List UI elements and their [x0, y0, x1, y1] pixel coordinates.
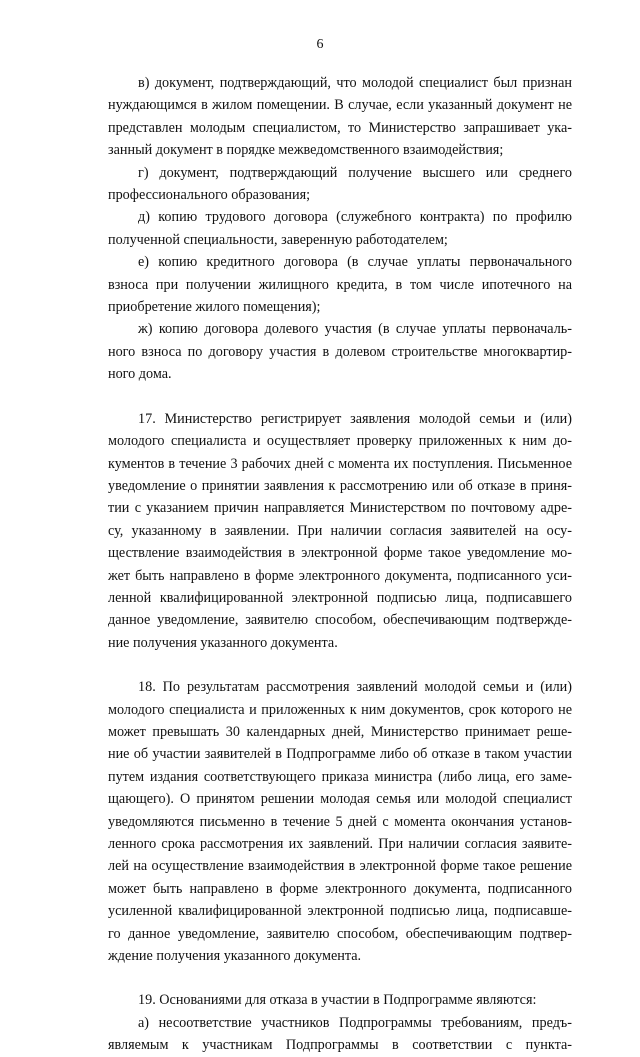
text-line: жет быть направлено в форме электронного документа, подписанного уси-	[108, 567, 572, 584]
paragraph-gap	[108, 654, 572, 676]
text-line: уведомляются письменно в течение 5 дней с момента окончания установ-	[108, 813, 572, 830]
text-line: данное уведомление, заявителю способом, обеспечивающим подтвержде-	[108, 612, 572, 629]
document-body	[108, 72, 572, 1057]
paragraph-gap	[108, 967, 572, 989]
paragraph-item-d	[108, 206, 572, 251]
text-line: ленного срока рассмотрения их заявлений. При наличии согласия заявите-	[108, 836, 572, 852]
paragraph-item-zh	[108, 318, 572, 385]
text-line: полученной специальности, заверенную работодателем;	[108, 231, 448, 248]
text-line: профессионального образования;	[108, 187, 311, 204]
text-line: кументов в течение 3 рабочих дней с момента их поступления. Письменное	[108, 455, 572, 472]
text-line: лей на осуществление взаимодействия в электронной форме такое решение	[108, 858, 572, 875]
text-line: ного дома.	[108, 366, 172, 383]
text-line: ние об участии заявителей в Подпрограмме либо об отказе в таком участии	[108, 746, 572, 763]
text-line: занный документ в порядке межведомственного взаимодействия;	[108, 142, 504, 159]
paragraph-item-e	[108, 251, 572, 318]
text-line: ленной квалифицированной электронной подписью лица, подписавшего	[108, 589, 572, 606]
text-line: го данное уведомление, заявителю способом, обеспечивающим подтвер-	[108, 925, 572, 942]
text-line: молодого специалиста и приложенных к ним документов, срок которого не	[108, 701, 572, 718]
text-line: являемым к участникам Подпрограммы в соответствии с пункта-	[108, 1037, 572, 1054]
text-line: уведомление о принятии заявления к рассмотрению или об отказе в приня-	[108, 477, 572, 494]
text-line: 19. Основаниями для отказа в участии в Подпрограмме являются:	[138, 992, 537, 1009]
paragraph-item-v	[108, 72, 572, 162]
text-line: 18. По результатам рассмотрения заявлений молодой семьи и (или)	[138, 679, 572, 696]
text-line: 17. Министерство регистрирует заявления молодой семьи и (или)	[138, 410, 572, 427]
text-line: су, указанному в заявлении. При наличии согласия заявителей на осу-	[108, 522, 572, 539]
paragraph-para-17	[108, 408, 572, 654]
text-line: может быть направлено в форме электронного документа, подписанного	[108, 880, 572, 897]
text-line: может превышать 30 календарных дней, Министерство принимает реше-	[108, 723, 572, 740]
paragraph-item-19a	[108, 1012, 572, 1057]
text-line: усиленной квалифицированной электронной подписью лица, подписавше-	[108, 903, 572, 920]
text-line: представлен молодым специалистом, то Министерство запрашивает ука-	[108, 119, 572, 136]
text-line: взноса при получении жилищного кредита, в том числе ипотечного на	[108, 276, 572, 293]
text-line: щающего). О принятом решении молодая семья или молодой специалист	[108, 791, 572, 808]
text-line: тии с указанием причин направляется Министерством по почтовому адре-	[108, 500, 572, 517]
text-line: нуждающимся в жилом помещении. В случае, если указанный документ не	[108, 97, 572, 114]
text-line: ние получения указанного документа.	[108, 634, 338, 651]
paragraph-gap	[108, 386, 572, 408]
text-line: д) копию трудового договора (служебного контракта) по профилю	[138, 209, 572, 226]
text-line: а) несоответствие участников Подпрограммы требованиям, предъ-	[138, 1014, 572, 1031]
text-line: ж) копию договора долевого участия (в случае уплаты первоначаль-	[138, 321, 572, 338]
text-line: г) документ, подтверждающий получение высшего или среднего	[138, 164, 572, 181]
text-line: ществление взаимодействия в электронной форме такое уведомление мо-	[108, 545, 572, 562]
text-line: молодого специалиста и осуществляет проверку приложенных к ним до-	[108, 433, 572, 450]
text-line: в) документ, подтверждающий, что молодой специалист был признан	[138, 75, 572, 91]
text-line: е) копию кредитного договора (в случае уплаты первоначального	[138, 254, 572, 271]
page-number: 6	[316, 37, 324, 52]
paragraph-para-18	[108, 676, 572, 967]
text-line: путем издания соответствующего приказа министра (либо лица, его заме-	[108, 768, 572, 785]
text-line: ного взноса по договору участия в долевом строительстве многоквартир-	[108, 343, 572, 360]
text-line: приобретение жилого помещения);	[108, 299, 321, 316]
text-line: ждение получения указанного документа.	[108, 948, 362, 965]
paragraph-para-19	[108, 989, 572, 1011]
paragraph-item-g	[108, 162, 572, 207]
